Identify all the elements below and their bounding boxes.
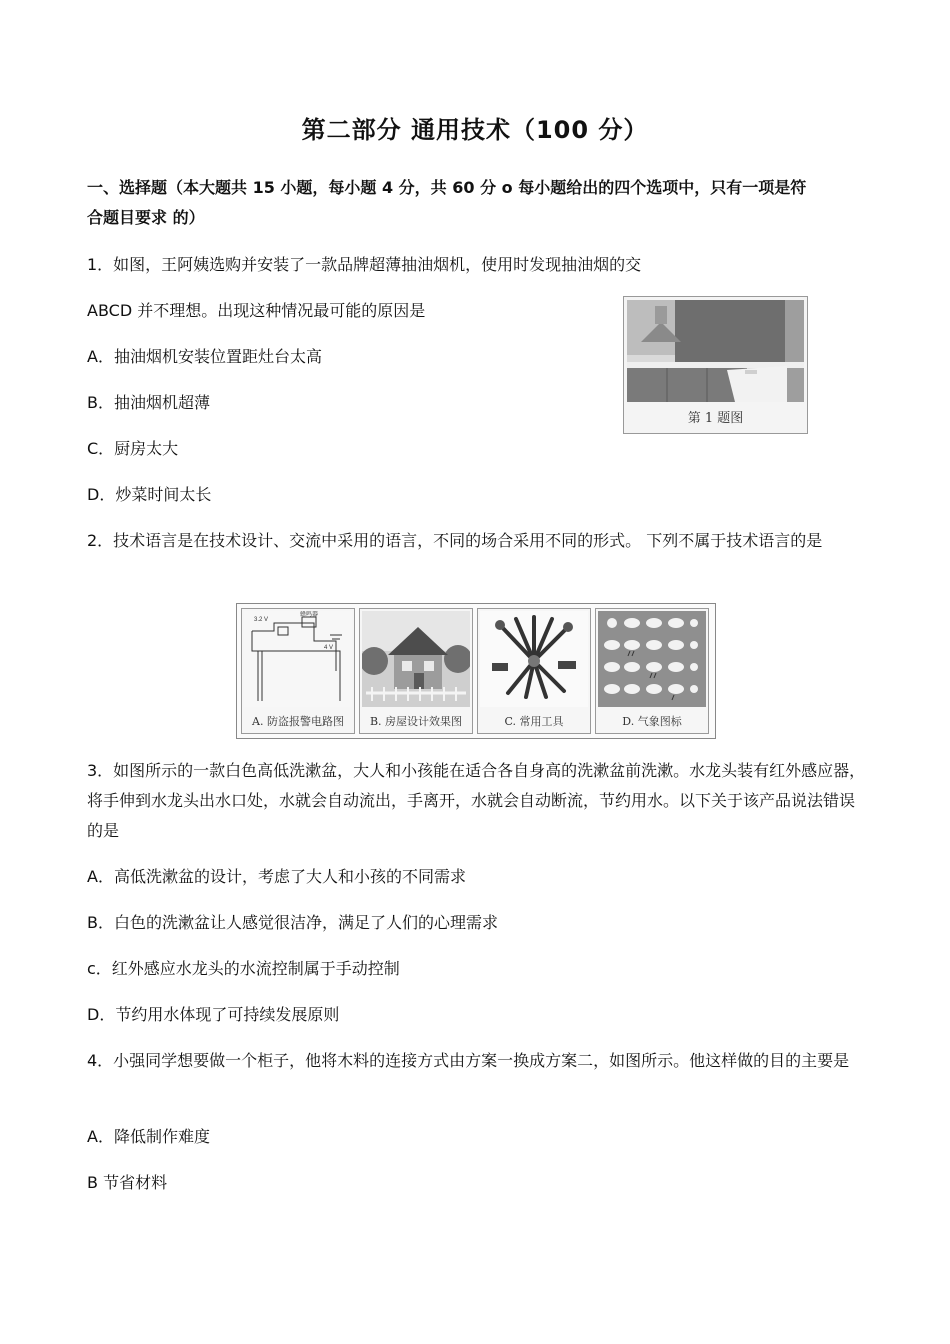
kitchen-photo bbox=[627, 300, 804, 402]
circuit-label-voltage-1: 3.2 V bbox=[254, 617, 269, 623]
q2-panel-d-caption: D. 气象图标 bbox=[622, 715, 682, 728]
tools-photo bbox=[480, 611, 588, 707]
section-heading-line-1: 一、选择题（本大题共 15 小题，每小题 4 分，共 60 分 o 每小题给出的四个选项中，只有一项是符 bbox=[87, 178, 807, 197]
q4-option-a: A．降低制作难度 bbox=[87, 1127, 210, 1146]
circuit-diagram bbox=[244, 611, 352, 707]
q1-option-c: C．厨房太大 bbox=[87, 439, 179, 458]
q2-panel-d bbox=[595, 608, 709, 734]
q2-panel-c-caption: C. 常用工具 bbox=[504, 715, 564, 728]
q2-panel-b bbox=[359, 608, 473, 734]
q1-stem-line-2: ABCD 并不理想。出现这种情况最可能的原因是 bbox=[87, 301, 426, 320]
q3-option-a: A．高低洗漱盆的设计，考虑了大人和小孩的不同需求 bbox=[87, 867, 466, 886]
page-title: 第二部分 通用技术（100 分） bbox=[301, 116, 649, 144]
q3-option-d: D．节约用水体现了可持续发展原则 bbox=[87, 1005, 340, 1024]
q1-figure-caption: 第 1 题图 bbox=[687, 411, 744, 426]
q3-option-c: c．红外感应水龙头的水流控制属于手动控制 bbox=[87, 959, 400, 978]
q1-figure-kitchen bbox=[623, 296, 808, 434]
q2-figure-strip bbox=[236, 603, 716, 739]
q3-option-b: B．白色的洗漱盆让人感觉很洁净，满足了人们的心理需求 bbox=[87, 913, 498, 932]
q2-panel-b-caption: B. 房屋设计效果图 bbox=[369, 715, 463, 728]
q2-stem: 2．技术语言是在技术设计、交流中采用的语言，不同的场合采用不同的形式。 下列不属于技术语言的是 bbox=[87, 531, 823, 550]
q3-stem: 3．如图所示的一款白色高低洗漱盆，大人和小孩能在适合各自身高的洗漱盆前洗漱。水龙头装有红外感应器，将手伸到水龙头出水口处，水就会自动流出，手离开，水就会自动断流，节约用水。以下关于该产品说法错误的是 bbox=[87, 761, 866, 840]
weather-icons bbox=[598, 611, 706, 707]
q1-stem-line-1: 1．如图，王阿姨选购并安装了一款品牌超薄抽油烟机，使用时发现抽油烟的交 bbox=[87, 255, 642, 274]
house-rendering bbox=[362, 611, 470, 707]
circuit-label-voltage-2: 4 V bbox=[324, 645, 334, 651]
q4-stem: 4．小强同学想要做一个柜子，他将木料的连接方式由方案一换成方案二，如图所示。他这样做的目的主要是 bbox=[87, 1051, 850, 1070]
circuit-label-buzzer: 蜂鸣器 bbox=[300, 611, 319, 618]
q2-panel-c bbox=[477, 608, 591, 734]
q1-option-b: B．抽油烟机超薄 bbox=[87, 393, 210, 412]
q1-option-a: A．抽油烟机安装位置距灶台太高 bbox=[87, 347, 322, 366]
q2-panel-a-caption: A. 防盗报警电路图 bbox=[252, 715, 344, 728]
section-heading-line-2: 合题目要求 的） bbox=[87, 208, 205, 227]
q4-option-b: B 节省材料 bbox=[87, 1173, 168, 1192]
q2-panel-a bbox=[241, 608, 355, 734]
q1-option-d: D．炒菜时间太长 bbox=[87, 485, 212, 504]
